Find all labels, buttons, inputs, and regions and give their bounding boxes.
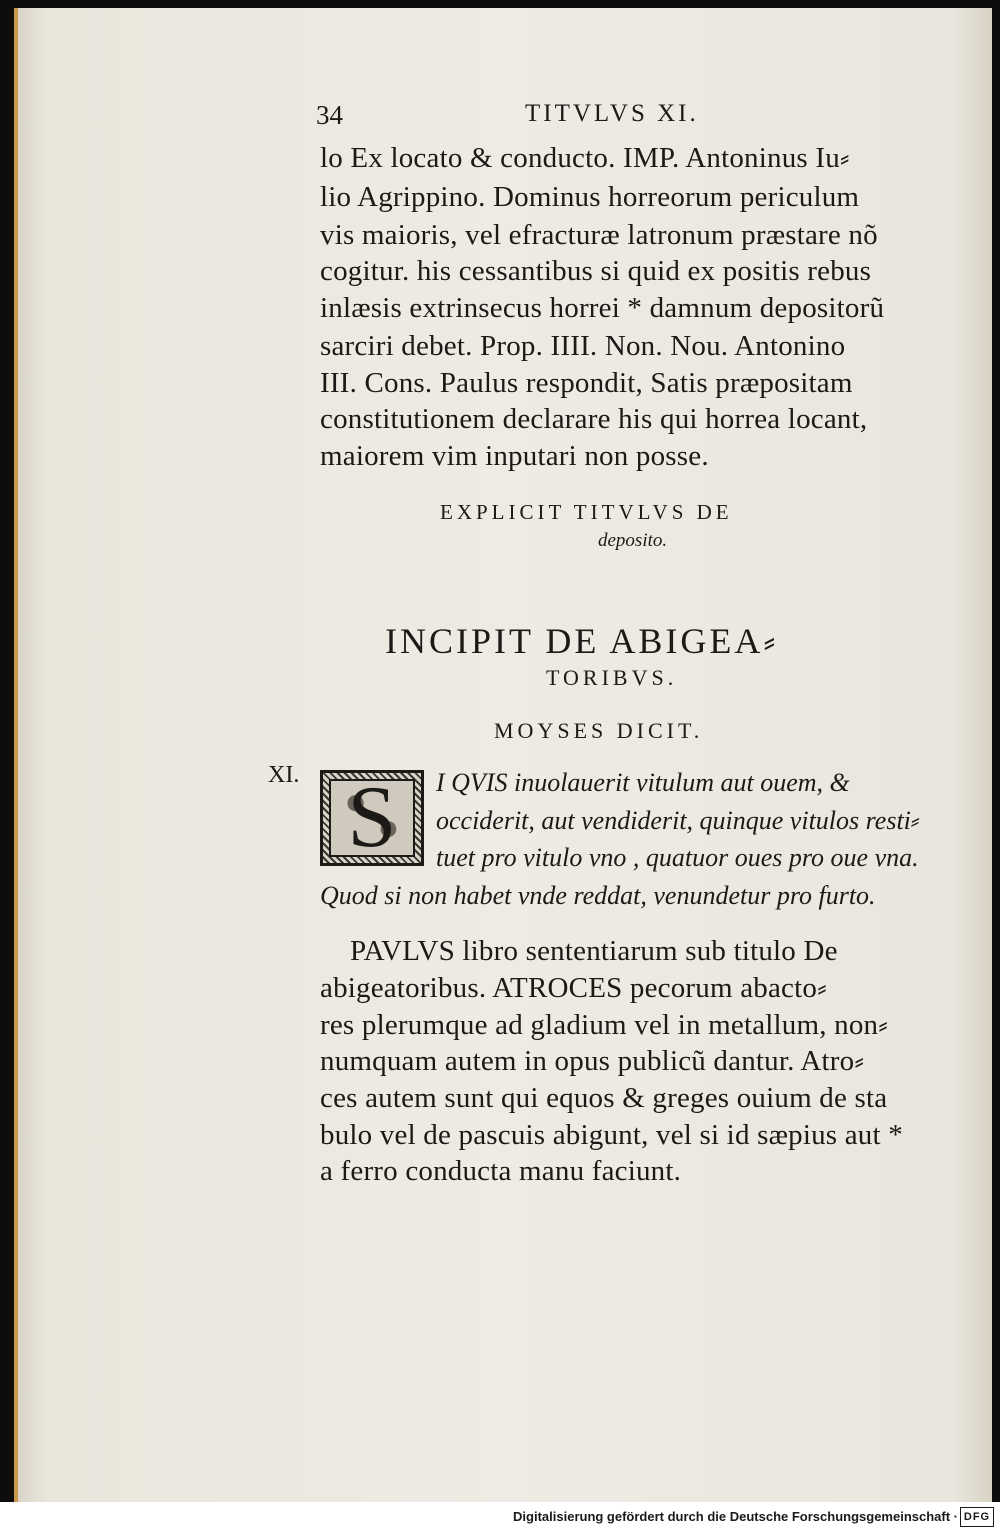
body-line: a ferro conducta manu faciunt. (320, 1155, 682, 1187)
initial-letter: S (347, 769, 397, 866)
funding-credit: Digitalisierung gefördert durch die Deutsche Forschungsgemeinschaft · (513, 1509, 958, 1524)
decorated-initial (320, 770, 424, 866)
body-line: III. Cons. Paulus respondit, Satis præpositam (320, 367, 853, 399)
body-line: maiorem vim inputari non posse. (320, 440, 709, 472)
body-line: PAVLVS libro sententiarum sub titulo De (350, 935, 838, 967)
page-number: 34 (316, 100, 343, 130)
incipit-heading: INCIPIT DE ABIGEA⸗ (385, 621, 779, 661)
quote-line: tuet pro vitulo vno , quatuor oues pro oue vna. (436, 843, 919, 872)
body-line: vis maioris, vel efracturæ latronum præstare nõ (320, 219, 878, 251)
body-line: ces autem sunt qui equos & greges ouium de sta (320, 1082, 888, 1114)
running-title: TITVLVS XI. (525, 100, 699, 127)
incipit-subheading: TORIBVS. (546, 665, 678, 690)
moyses-heading: MOYSES DICIT. (494, 718, 704, 743)
body-line: cogitur. his cessantibus si quid ex positis rebus (320, 255, 872, 287)
body-line: numquam autem in opus publicũ dantur. Atro⸗ (320, 1045, 865, 1077)
quote-line: Quod si non habet vnde reddat, venundetur pro furto. (320, 881, 876, 910)
body-line: res plerumque ad gladium vel in metallum, non⸗ (320, 1009, 889, 1041)
body-line: abigeatoribus. ATROCES pecorum abacto⸗ (320, 972, 827, 1004)
body-line: constitutionem declarare his qui horrea locant, (320, 403, 868, 435)
dfg-logo-icon: DFG (960, 1507, 994, 1527)
body-line: lio Agrippino. Dominus horreorum periculum (320, 181, 860, 213)
footer-bar (0, 1502, 1000, 1532)
explicit-heading: EXPLICIT TITVLVS DE (440, 500, 733, 524)
margin-number: XI. (268, 762, 300, 788)
body-line: bulo vel de pascuis abigunt, vel si id sæpius aut * (320, 1119, 903, 1151)
quote-line: occiderit, aut vendiderit, quinque vitulos resti⸗ (436, 806, 920, 835)
body-line: sarciri debet. Prop. IIII. Non. Nou. Antonino (320, 330, 846, 362)
explicit-subheading: deposito. (598, 530, 668, 551)
body-line: inlæsis extrinsecus horrei * damnum depositorũ (320, 292, 885, 324)
body-line: lo Ex locato & conducto. IMP. Antoninus Iu⸗ (320, 142, 850, 174)
quote-line: I QVIS inuolauerit vitulum aut ouem, & (436, 768, 850, 797)
